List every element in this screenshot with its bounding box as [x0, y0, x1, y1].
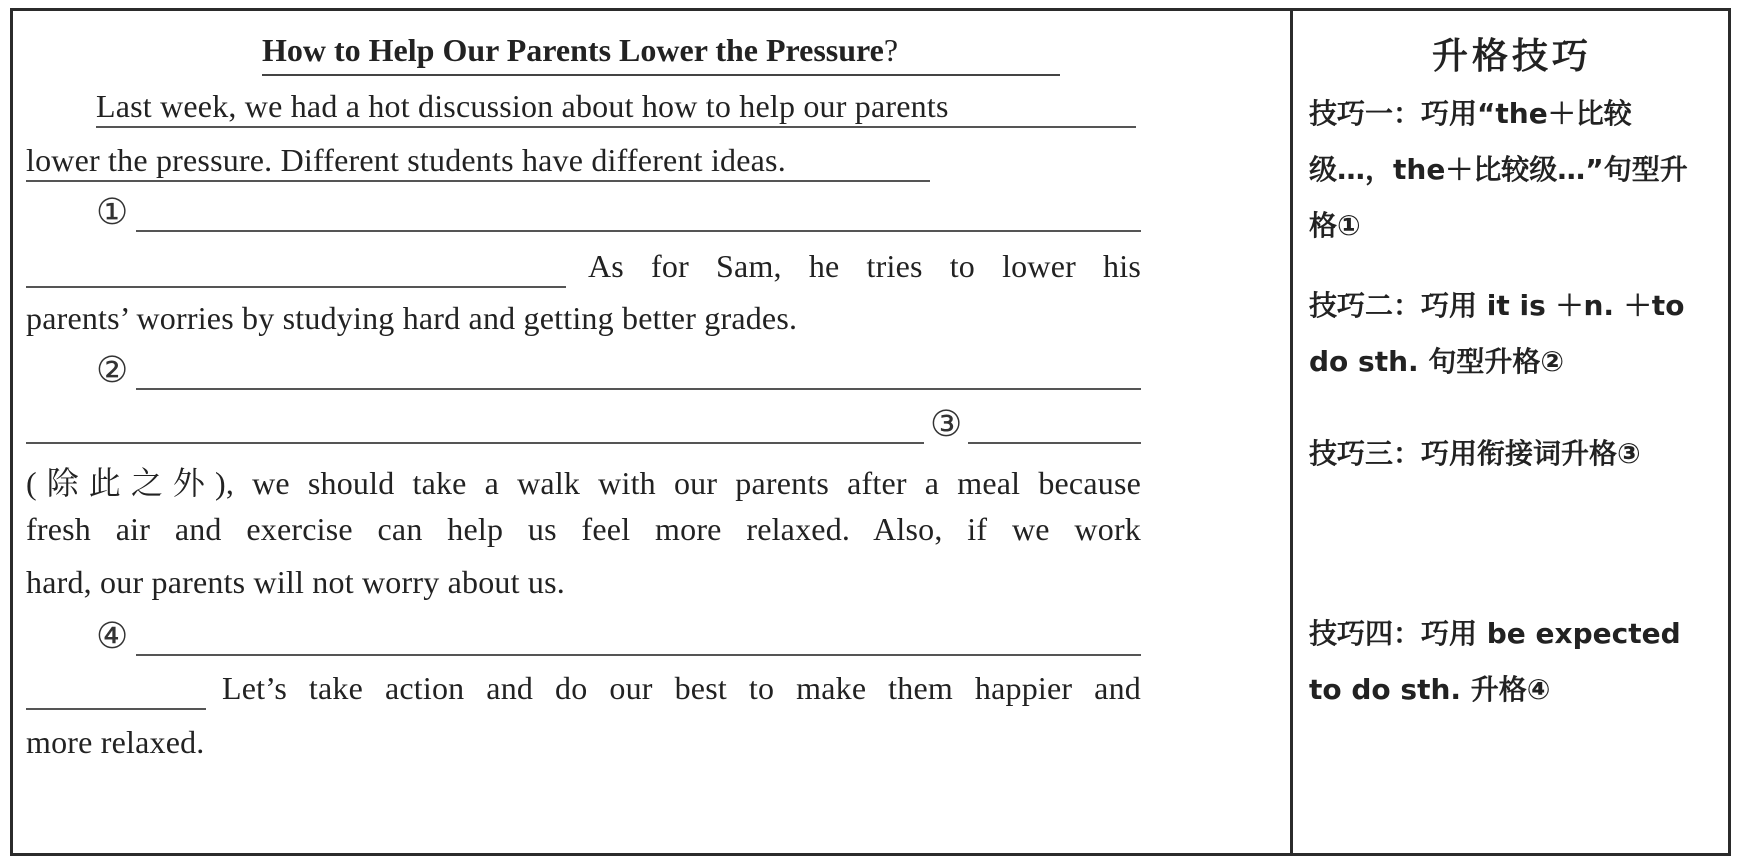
essay-line-2: lower the pressure. Different students have different ideas.: [26, 142, 786, 178]
answer-blank-1a[interactable]: [136, 230, 1141, 232]
underline-2: [26, 180, 930, 182]
essay-line-1: Last week, we had a hot discussion about how to help our parents: [96, 88, 949, 124]
underline-1: [96, 126, 1136, 128]
essay-line-4: As for Sam, he tries to lower his: [588, 248, 1141, 284]
essay-line-8: (除此之外), we should take a walk with our parents after a meal because: [26, 465, 1141, 501]
answer-blank-4a[interactable]: [136, 654, 1141, 656]
answer-blank-4b[interactable]: [26, 708, 206, 710]
title-underline: [262, 74, 1060, 76]
tip-4: 技巧四：巧用 be expected to do sth. 升格④: [1309, 617, 1681, 706]
tip-1: 技巧一：巧用“the＋比较级…，the＋比较级…”句型升格①: [1309, 97, 1688, 242]
blank-marker-1: ①: [96, 192, 129, 233]
tip-3: 技巧三：巧用衔接词升格③: [1309, 437, 1641, 470]
essay-line-13: more relaxed.: [26, 724, 205, 760]
essay-line-12: Let’s take action and do our best to make them happier and: [222, 670, 1141, 706]
blank-marker-3: ③: [930, 404, 963, 445]
essay-line-9: fresh air and exercise can help us feel more relaxed. Also, if we work: [26, 511, 1141, 547]
blank-marker-4: ④: [96, 616, 129, 657]
essay-title: How to Help Our Parents Lower the Pressure?: [262, 32, 899, 68]
blank-marker-2: ②: [96, 350, 129, 391]
answer-blank-2a[interactable]: [136, 388, 1141, 390]
answer-blank-1b[interactable]: [26, 286, 566, 288]
tip-2: 技巧二：巧用 it is ＋n. ＋to do sth. 句型升格②: [1309, 289, 1685, 378]
tips-title: 升格技巧: [1431, 36, 1592, 77]
essay-line-5: parents’ worries by studying hard and getting better grades.: [26, 300, 798, 336]
tips-column: [1293, 8, 1731, 856]
answer-blank-3[interactable]: [968, 442, 1141, 444]
essay-column: [26, 8, 1271, 856]
essay-line-10: hard, our parents will not worry about us.: [26, 564, 565, 600]
answer-blank-2b[interactable]: [26, 442, 924, 444]
